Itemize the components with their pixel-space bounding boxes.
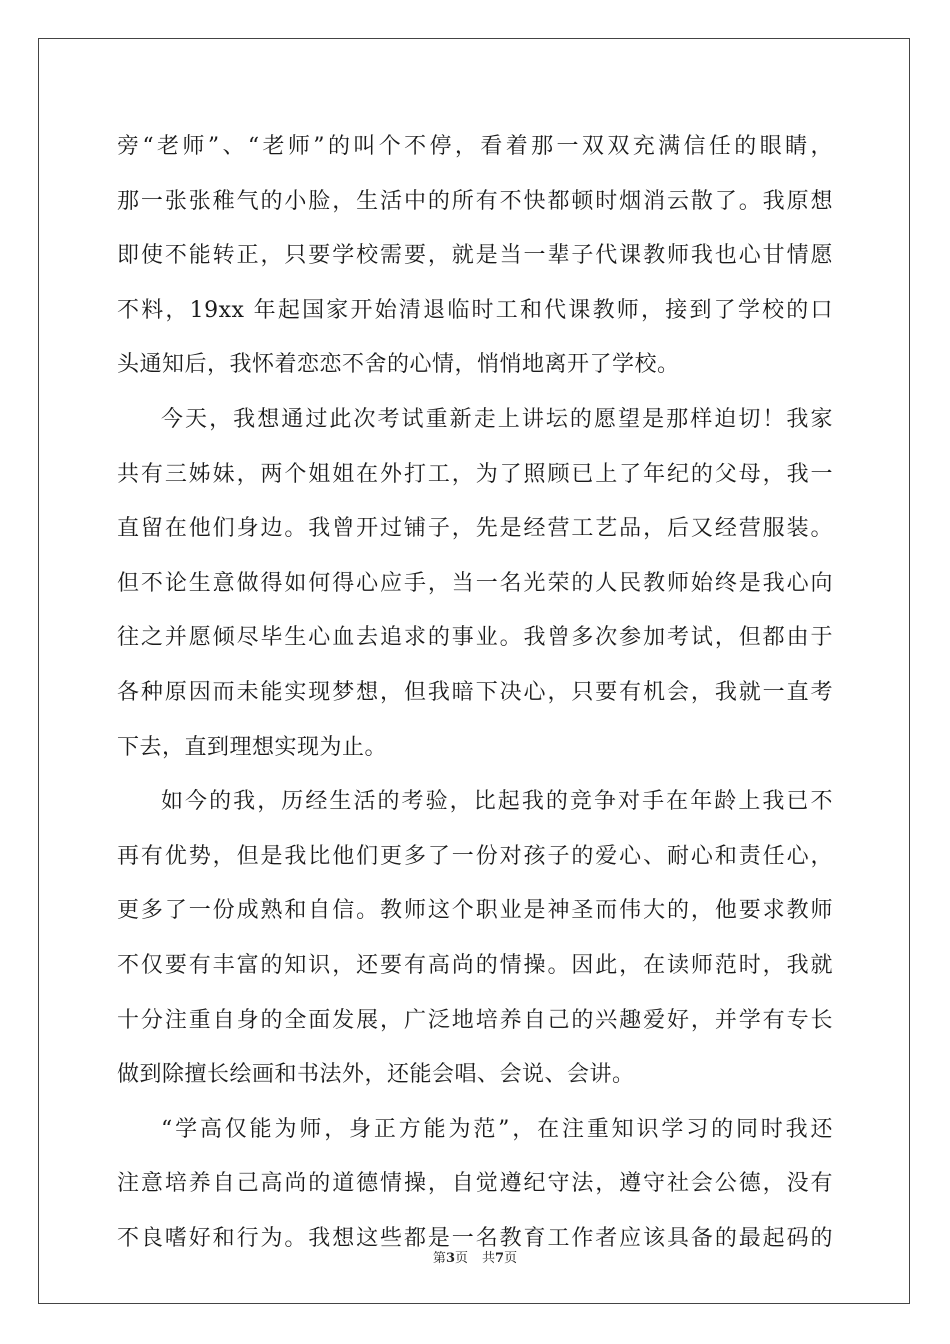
page-footer [0, 1247, 950, 1266]
page-prefix: 第 [432, 1251, 446, 1266]
document-body [117, 120, 833, 1266]
text-line: 不良嗜好和行为。我想这些都是一名教育工作者应该具备的最起码的 [117, 1225, 833, 1251]
text-line: 做到除擅长绘画和书法外，还能会唱、会说、会讲。 [117, 1062, 635, 1088]
total-suffix: 页 [504, 1251, 518, 1266]
text-line: 头通知后，我怀着恋恋不舍的心情，悄悄地离开了学校。 [117, 352, 680, 378]
text-line: 往之并愿倾尽毕生心血去追求的事业。我曾多次参加考试，但都由于 [117, 625, 833, 651]
paragraph-first-line: “学高仅能为师，身正方能为范”，在注重知识学习的同时我还 [161, 1116, 833, 1142]
page-suffix: 页 [454, 1251, 468, 1266]
paragraph-first-line: 如今的我，历经生活的考验，比起我的竞争对手在年龄上我已不 [161, 789, 833, 815]
text-line: 但不论生意做得如何得心应手，当一名光荣的人民教师始终是我心向 [117, 570, 833, 596]
text-line: 旁“老师”、“老师”的叫个不停，看着那一双双充满信任的眼睛， [117, 134, 833, 159]
text-line: 直留在他们身边。我曾开过铺子，先是经营工艺品，后又经营服装。 [117, 516, 833, 542]
text-line: 共有三姊妹，两个姐姐在外打工，为了照顾已上了年纪的父母，我一 [117, 461, 833, 487]
text-line: 下去，直到理想实现为止。 [117, 734, 388, 760]
paragraph-first-line: 今天，我想通过此次考试重新走上讲坛的愿望是那样迫切！我家 [161, 406, 833, 432]
text-line: 即使不能转正，只要学校需要，就是当一辈子代课教师我也心甘情愿 [117, 243, 833, 269]
text-line: 不料，19xx 年起国家开始清退临时工和代课教师，接到了学校的口 [117, 297, 833, 323]
text-line: 十分注重自身的全面发展，广泛地培养自己的兴趣爱好，并学有专长 [117, 1007, 833, 1033]
text-line: 更多了一份成熟和自信。教师这个职业是神圣而伟大的，他要求教师 [117, 898, 833, 924]
text-line: 那一张张稚气的小脸，生活中的所有不快都顿时烟消云散了。我原想 [117, 188, 833, 214]
text-line: 注意培养自己高尚的道德情操，自觉遵纪守法，遵守社会公德，没有 [117, 1171, 833, 1197]
current-page-number: 3 [445, 1251, 455, 1266]
total-prefix: 共 [482, 1251, 496, 1266]
total-page-count: 7 [495, 1251, 505, 1266]
text-line: 不仅要有丰富的知识，还要有高尚的情操。因此，在读师范时，我就 [117, 952, 833, 978]
text-line: 再有优势，但是我比他们更多了一份对孩子的爱心、耐心和责任心， [117, 843, 833, 869]
text-line: 各种原因而未能实现梦想，但我暗下决心，只要有机会，我就一直考 [117, 679, 833, 705]
